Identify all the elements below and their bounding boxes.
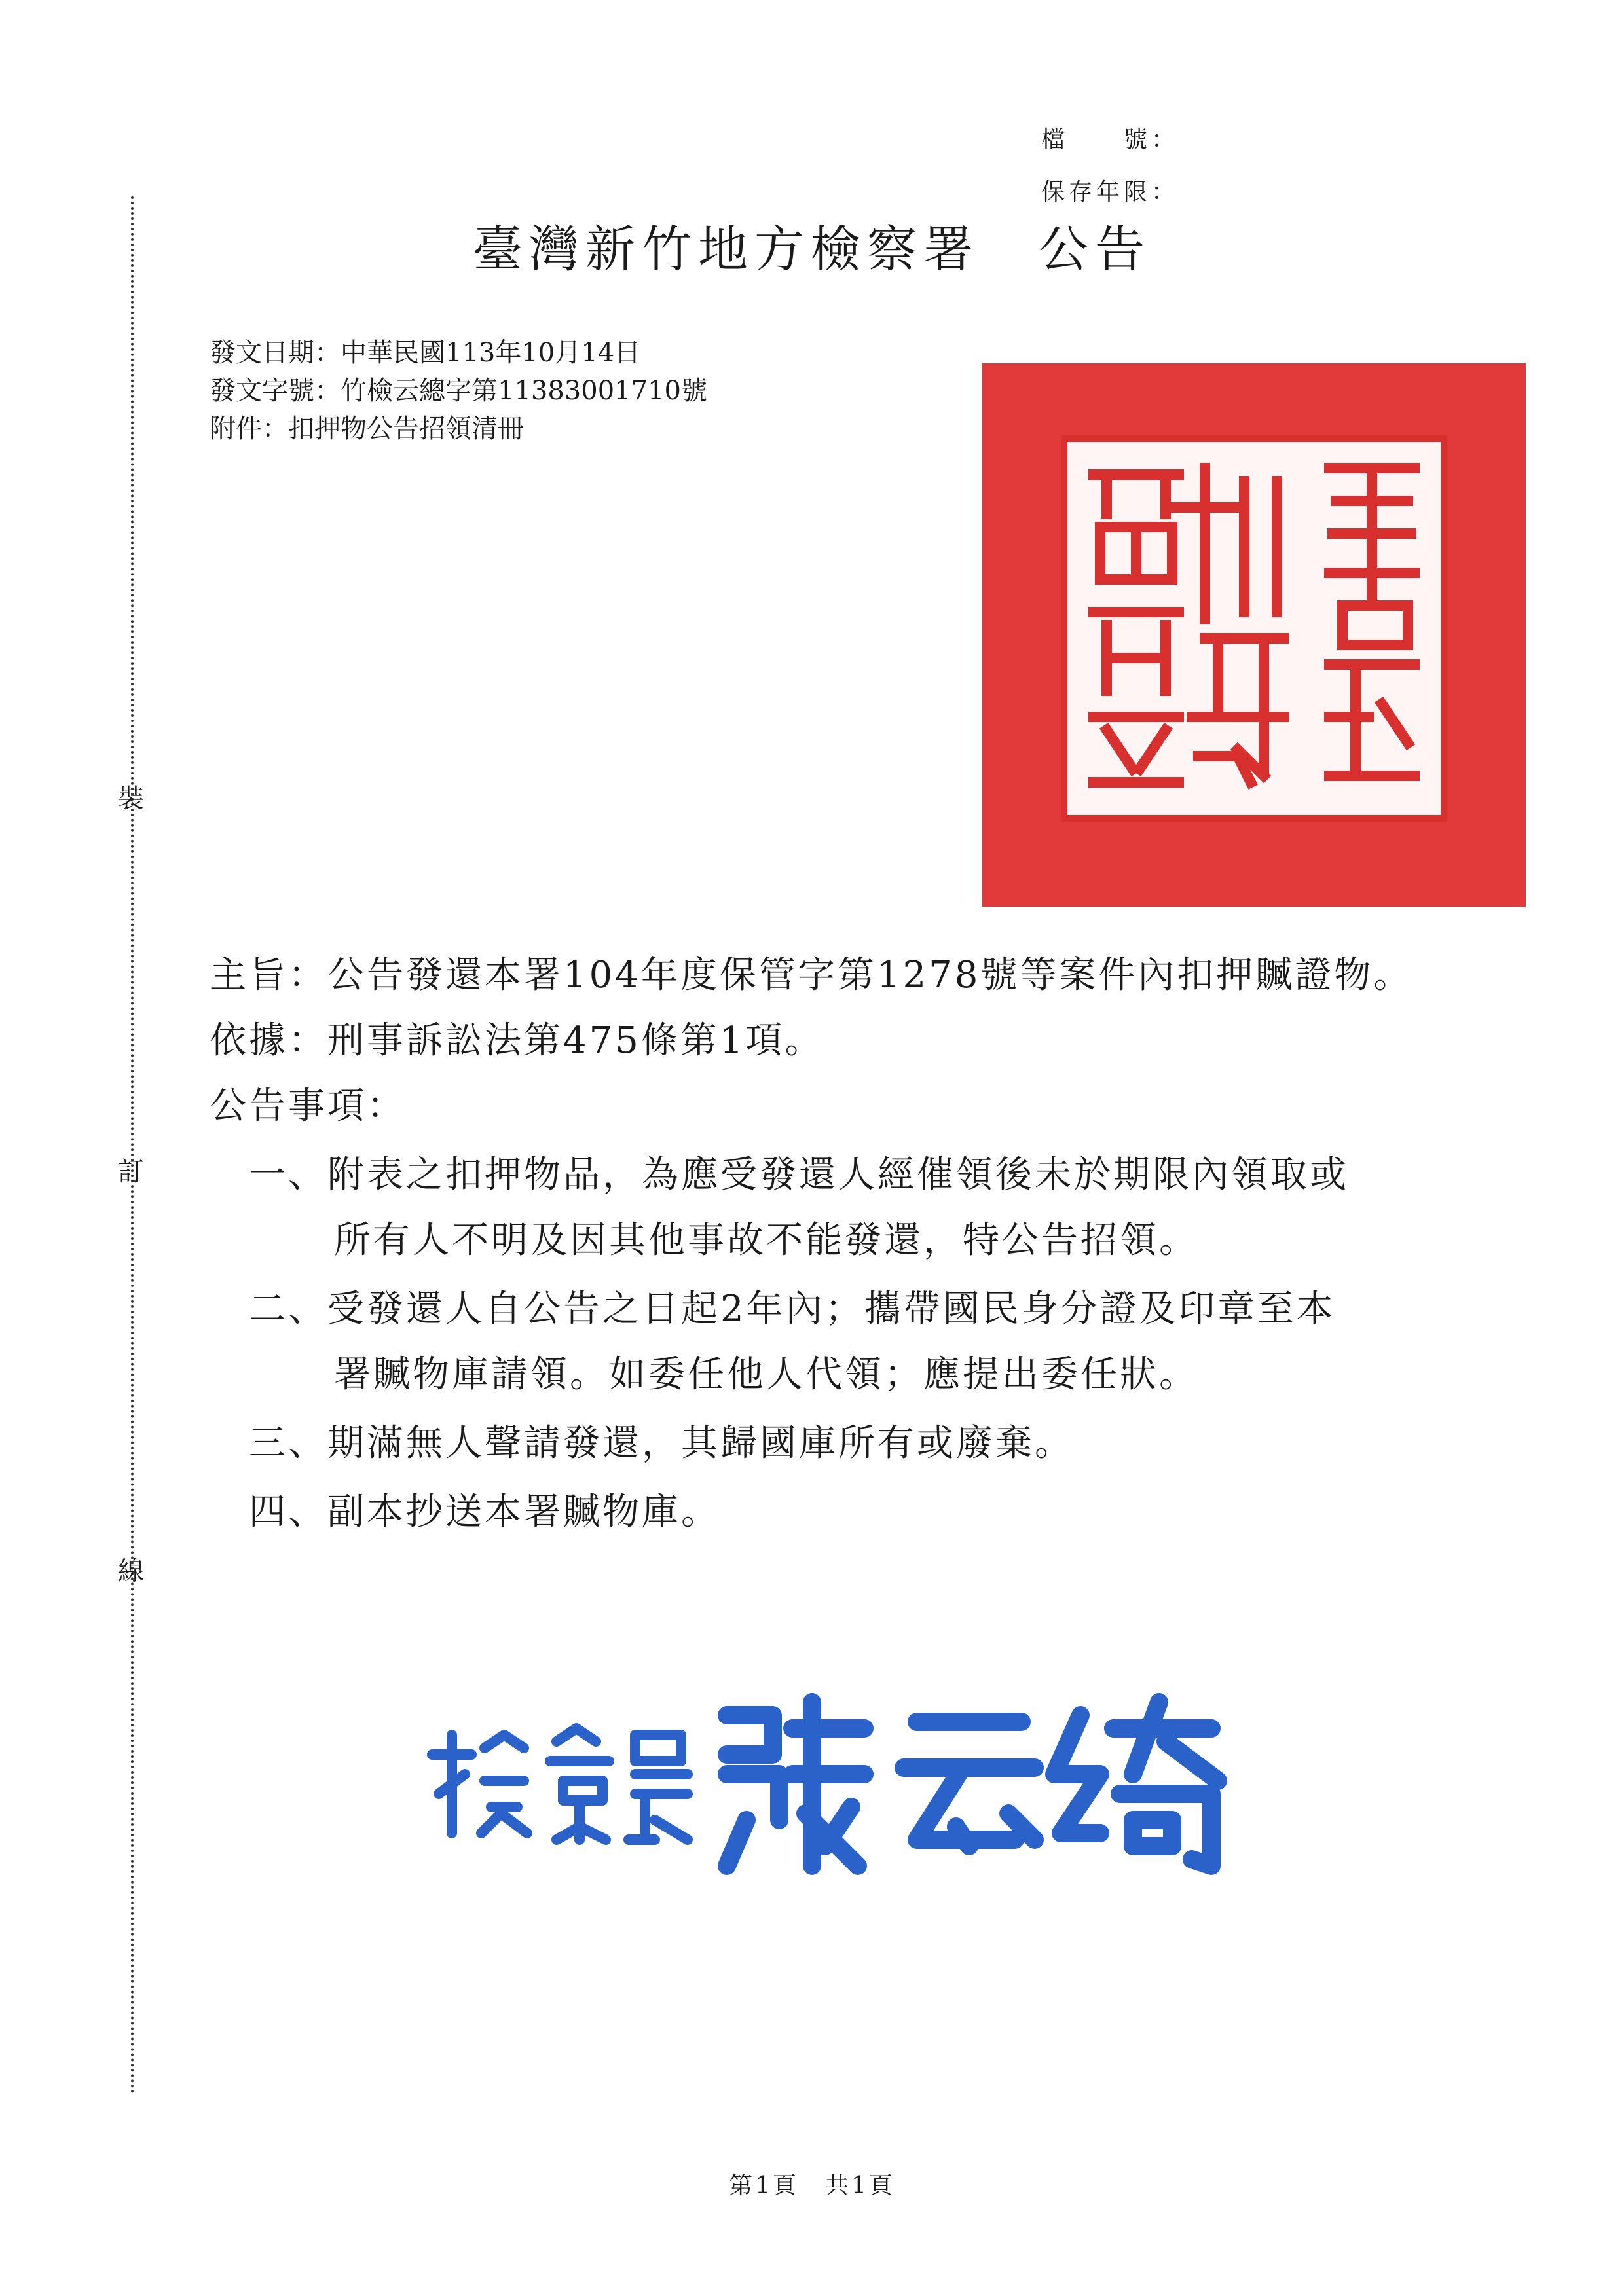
items-heading: 公告事項：	[210, 1085, 406, 1127]
binding-char-zhuang: 裝	[118, 784, 144, 814]
issue-date: 發文日期：中華民國113年10月14日	[210, 338, 641, 368]
binding-char-xian: 線	[118, 1556, 144, 1586]
item-text: 受發還人自公告之日起2年內；攜帶國民身分證及印章至本	[327, 1288, 1336, 1330]
document-type: 公告	[1039, 220, 1151, 278]
agency-name: 臺灣新竹地方檢察署	[473, 220, 980, 278]
item-continuation: 所有人不明及因其他事故不能發還，特公告招領。	[334, 1219, 1198, 1262]
document-title	[0, 210, 1624, 281]
item-number: 四、	[249, 1491, 327, 1533]
list-item	[249, 1146, 1349, 1198]
item-text: 副本抄送本署贓物庫。	[327, 1491, 720, 1533]
official-seal-icon	[982, 363, 1526, 907]
document-number: 發文字號：竹檢云總字第11383001710號	[210, 376, 707, 406]
list-item	[249, 1483, 720, 1535]
item-text: 附表之扣押物品，為應受發還人經催領後未於期限內領取或	[327, 1154, 1349, 1196]
item-continuation: 署贓物庫請領。如委任他人代領；應提出委任狀。	[334, 1353, 1198, 1396]
attachment-line: 附件：扣押物公告招領清冊	[210, 414, 524, 444]
basis-line: 依據：刑事訴訟法第475條第1項。	[210, 1019, 824, 1062]
subject-line: 主旨：公告發還本署104年度保管字第1278號等案件內扣押贓證物。	[210, 954, 1413, 996]
binding-char-ding: 訂	[118, 1157, 144, 1187]
binding-margin-line	[131, 196, 134, 2095]
item-text: 期滿無人聲請發還，其歸國庫所有或廢棄。	[327, 1422, 1074, 1465]
item-number: 三、	[249, 1422, 327, 1465]
signature-stamp-icon	[419, 1676, 1270, 1892]
item-number: 二、	[249, 1288, 327, 1330]
list-item	[249, 1280, 1336, 1332]
list-item	[249, 1414, 1074, 1467]
retention-period-label: 保存年限：	[1041, 179, 1179, 206]
item-number: 一、	[249, 1154, 327, 1196]
file-number-label: 檔 號：	[1041, 126, 1179, 153]
page-footer	[0, 2167, 1624, 2200]
page-total: 共1頁	[825, 2172, 895, 2199]
page-number: 第1頁	[729, 2172, 799, 2199]
